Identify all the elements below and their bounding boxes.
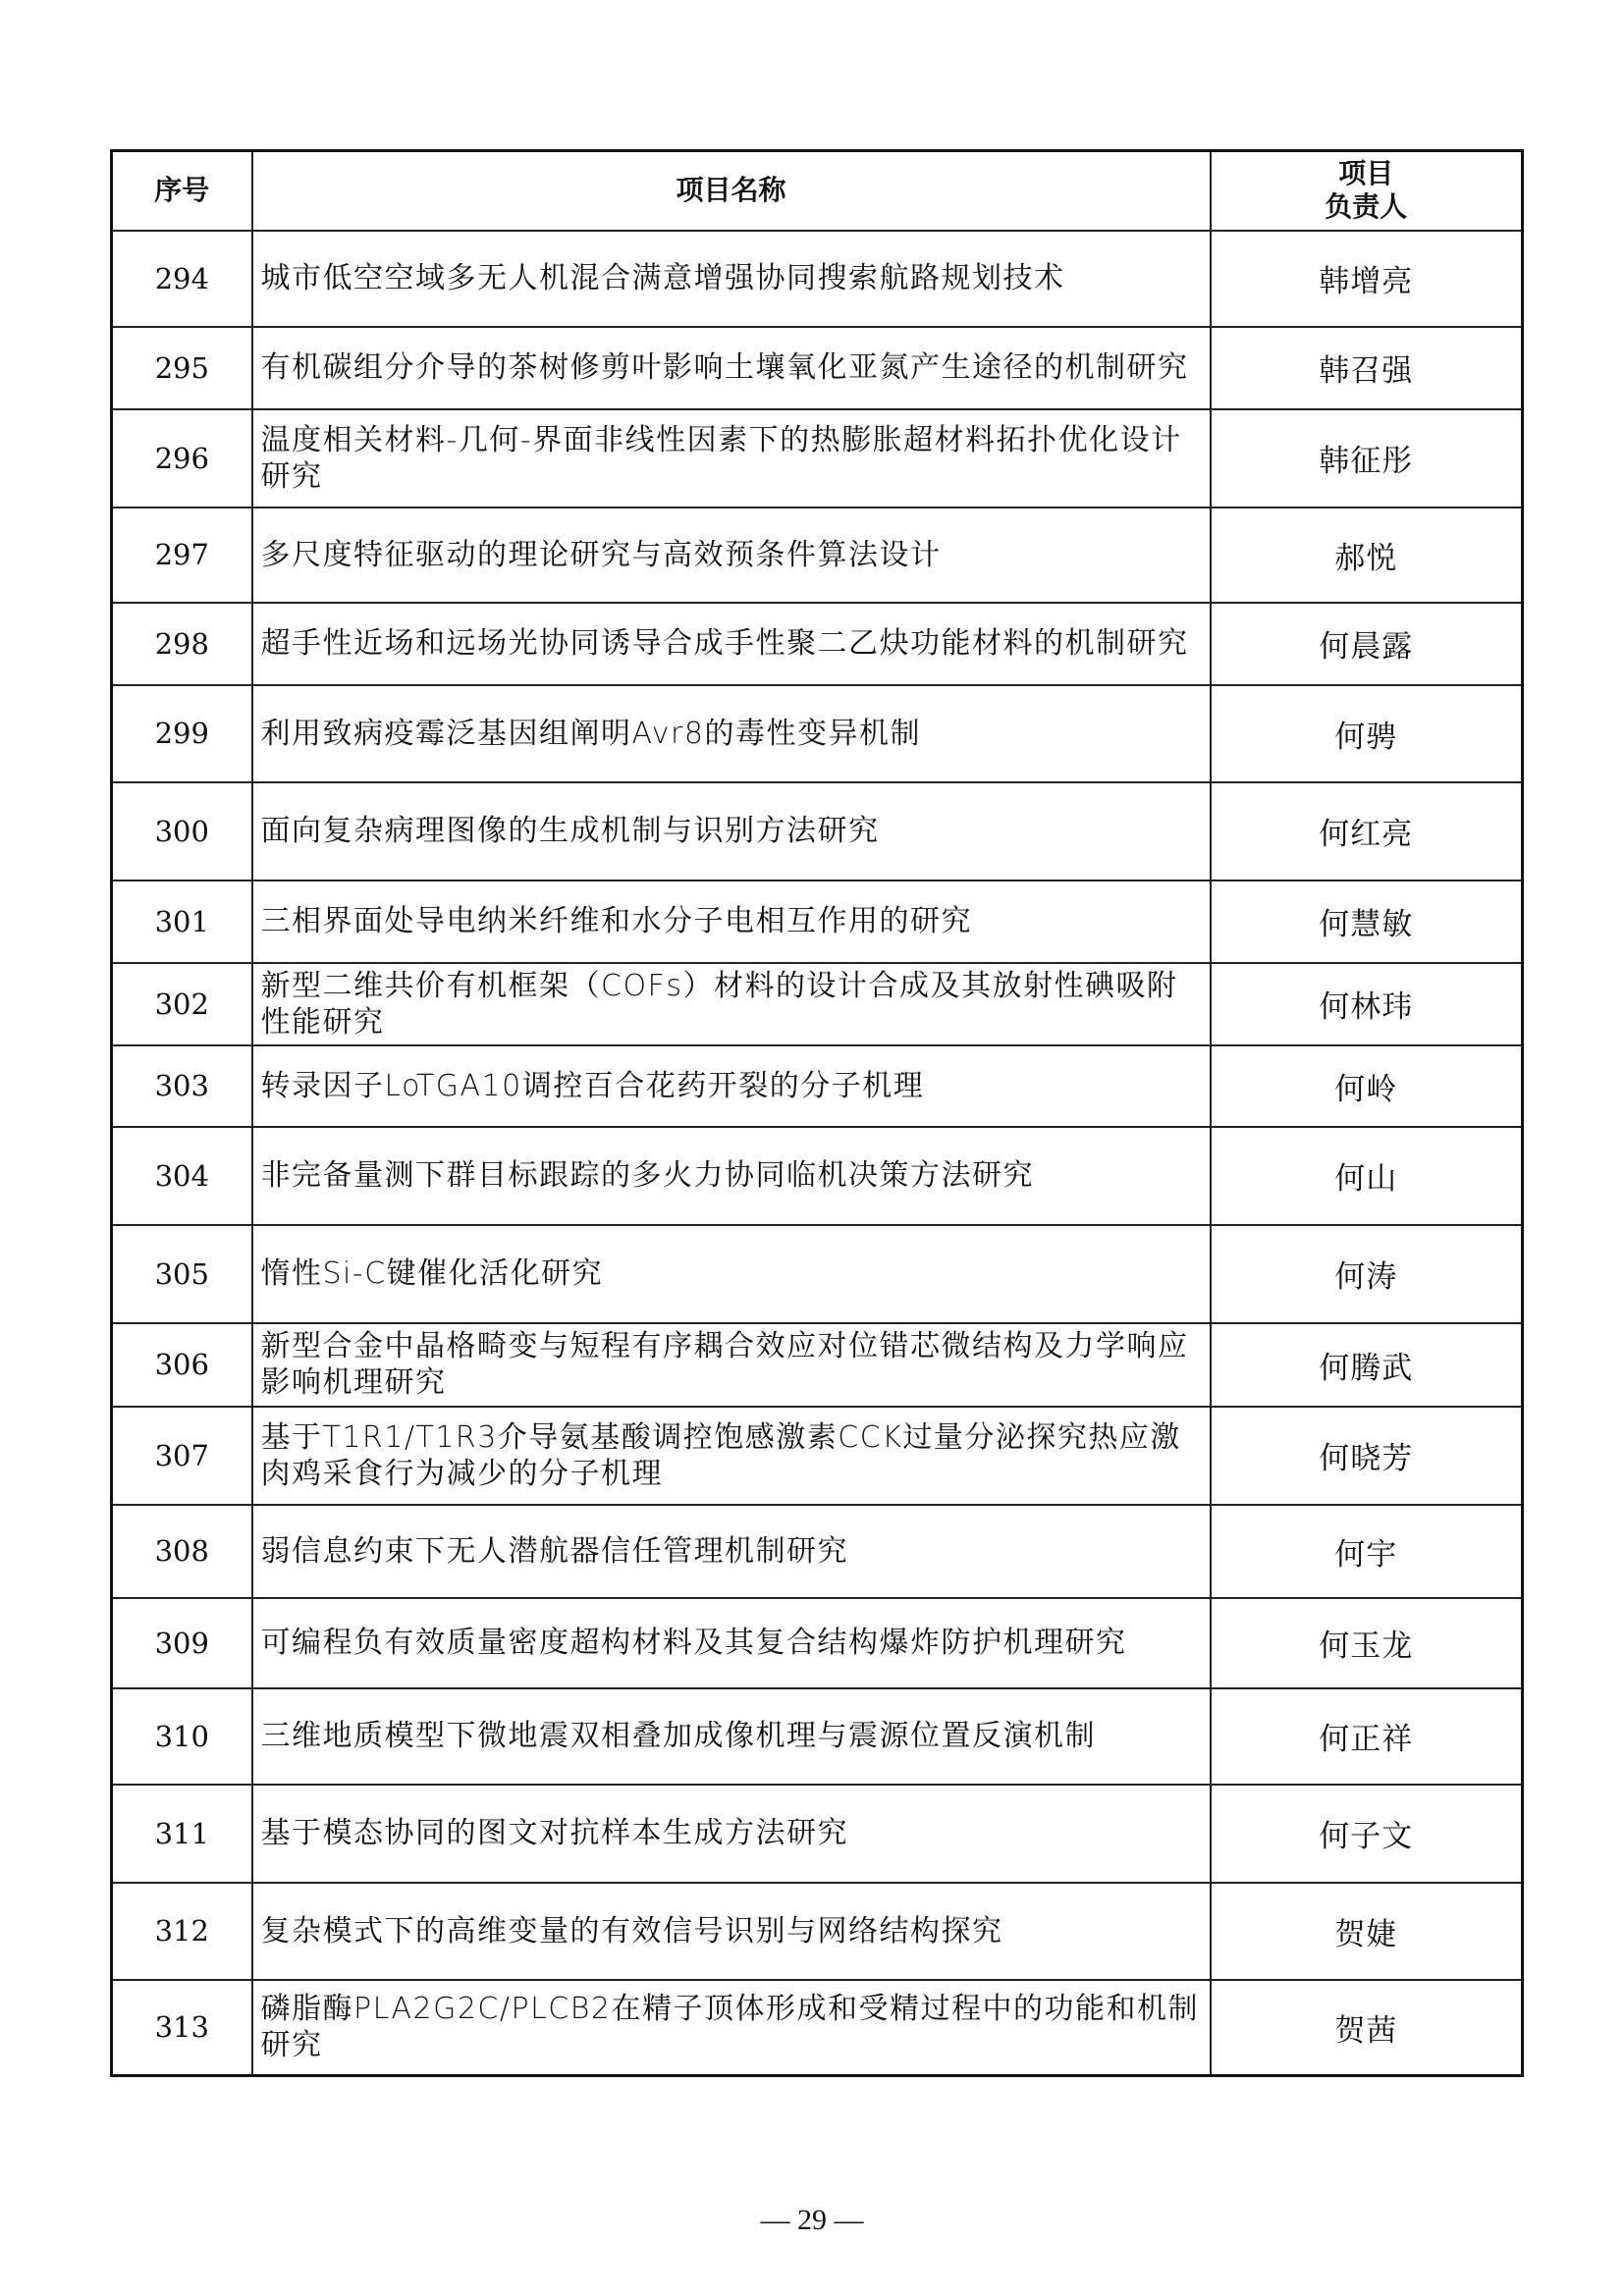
header-person-line1: 项目	[1338, 157, 1394, 190]
row-project-name: 温度相关材料-几何-界面非线性因素下的热膨胀超材料拓扑优化设计研究	[252, 409, 1211, 507]
row-person: 贺茜	[1211, 1980, 1523, 2076]
table-row	[112, 1980, 1523, 2076]
row-number: 311	[112, 1785, 252, 1883]
row-number: 309	[112, 1598, 252, 1688]
table-row	[112, 1598, 1523, 1688]
table-row	[112, 1225, 1523, 1323]
row-project-name: 弱信息约束下无人潜航器信任管理机制研究	[252, 1505, 1211, 1598]
header-person	[1211, 151, 1523, 231]
row-project-name: 非完备量测下群目标跟踪的多火力协同临机决策方法研究	[252, 1127, 1211, 1225]
row-person: 何涛	[1211, 1225, 1523, 1323]
table-row	[112, 507, 1523, 603]
table-header-row	[112, 151, 1523, 231]
row-number: 298	[112, 603, 252, 685]
row-person: 何慧敏	[1211, 881, 1523, 963]
table-row	[112, 1045, 1523, 1127]
table-row	[112, 1688, 1523, 1785]
row-project-name: 基于T1R1/T1R3介导氨基酸调控饱感激素CCK过量分泌探究热应激肉鸡采食行为减少的分子机理	[252, 1407, 1211, 1505]
table-body	[112, 231, 1523, 2076]
row-number: 305	[112, 1225, 252, 1323]
row-person: 何骋	[1211, 685, 1523, 782]
table-row	[112, 1323, 1523, 1407]
table-row	[112, 782, 1523, 881]
row-person: 何宇	[1211, 1505, 1523, 1598]
row-project-name: 转录因子LoTGA10调控百合花药开裂的分子机理	[252, 1045, 1211, 1127]
row-project-name: 复杂模式下的高维变量的有效信号识别与网络结构探究	[252, 1883, 1211, 1980]
row-person: 何红亮	[1211, 782, 1523, 881]
table-row	[112, 963, 1523, 1045]
row-number: 297	[112, 507, 252, 603]
row-number: 302	[112, 963, 252, 1045]
row-project-name: 三相界面处导电纳米纤维和水分子电相互作用的研究	[252, 881, 1211, 963]
row-number: 296	[112, 409, 252, 507]
row-number: 307	[112, 1407, 252, 1505]
row-person: 何晓芳	[1211, 1407, 1523, 1505]
row-number: 301	[112, 881, 252, 963]
row-project-name: 三维地质模型下微地震双相叠加成像机理与震源位置反演机制	[252, 1688, 1211, 1785]
row-project-name: 城市低空空域多无人机混合满意增强协同搜索航路规划技术	[252, 231, 1211, 327]
table-row	[112, 409, 1523, 507]
row-project-name: 可编程负有效质量密度超构材料及其复合结构爆炸防护机理研究	[252, 1598, 1211, 1688]
row-person: 韩增亮	[1211, 231, 1523, 327]
row-person: 何岭	[1211, 1045, 1523, 1127]
table-row	[112, 1407, 1523, 1505]
row-person: 何晨露	[1211, 603, 1523, 685]
row-number: 312	[112, 1883, 252, 1980]
page-number: — 29 —	[760, 2204, 864, 2236]
row-number: 300	[112, 782, 252, 881]
row-project-name: 惰性Si-C键催化活化研究	[252, 1225, 1211, 1323]
table-row	[112, 1127, 1523, 1225]
row-person: 韩召强	[1211, 327, 1523, 409]
table-row	[112, 685, 1523, 782]
row-number: 299	[112, 685, 252, 782]
row-person: 何林玮	[1211, 963, 1523, 1045]
row-number: 306	[112, 1323, 252, 1407]
row-number: 303	[112, 1045, 252, 1127]
header-person-line2: 负责人	[1325, 190, 1408, 224]
row-project-name: 有机碳组分介导的茶树修剪叶影响土壤氧化亚氮产生途径的机制研究	[252, 327, 1211, 409]
row-number: 313	[112, 1980, 252, 2076]
row-project-name: 利用致病疫霉泛基因组阐明Avr8的毒性变异机制	[252, 685, 1211, 782]
row-project-name: 超手性近场和远场光协同诱导合成手性聚二乙炔功能材料的机制研究	[252, 603, 1211, 685]
table-row	[112, 1883, 1523, 1980]
row-person: 何山	[1211, 1127, 1523, 1225]
row-number: 294	[112, 231, 252, 327]
row-number: 295	[112, 327, 252, 409]
header-project-name: 项目名称	[252, 151, 1211, 231]
row-person: 韩征彤	[1211, 409, 1523, 507]
row-project-name: 基于模态协同的图文对抗样本生成方法研究	[252, 1785, 1211, 1883]
header-number: 序号	[112, 151, 252, 231]
row-number: 304	[112, 1127, 252, 1225]
row-project-name: 多尺度特征驱动的理论研究与高效预条件算法设计	[252, 507, 1211, 603]
row-person: 何正祥	[1211, 1688, 1523, 1785]
row-number: 308	[112, 1505, 252, 1598]
project-table	[110, 149, 1524, 2077]
row-person: 何腾武	[1211, 1323, 1523, 1407]
row-project-name: 新型二维共价有机框架（COFs）材料的设计合成及其放射性碘吸附性能研究	[252, 963, 1211, 1045]
row-person: 贺婕	[1211, 1883, 1523, 1980]
row-person: 何子文	[1211, 1785, 1523, 1883]
table-row	[112, 881, 1523, 963]
table-row	[112, 1505, 1523, 1598]
row-person: 何玉龙	[1211, 1598, 1523, 1688]
table-row	[112, 1785, 1523, 1883]
row-project-name: 面向复杂病理图像的生成机制与识别方法研究	[252, 782, 1211, 881]
row-project-name: 新型合金中晶格畸变与短程有序耦合效应对位错芯微结构及力学响应影响机理研究	[252, 1323, 1211, 1407]
table-row	[112, 231, 1523, 327]
row-project-name: 磷脂酶PLA2G2C/PLCB2在精子顶体形成和受精过程中的功能和机制研究	[252, 1980, 1211, 2076]
row-person: 郝悦	[1211, 507, 1523, 603]
row-number: 310	[112, 1688, 252, 1785]
table-row	[112, 603, 1523, 685]
table-row	[112, 327, 1523, 409]
